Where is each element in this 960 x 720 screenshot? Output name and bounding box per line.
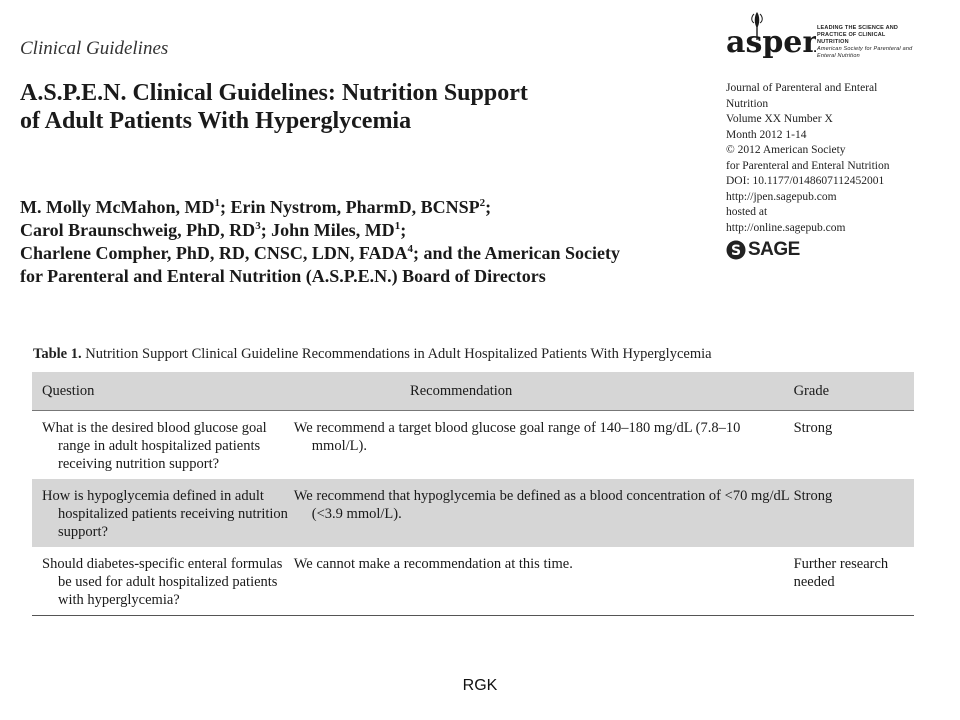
journal-line: DOI: 10.1177/0148607112452001 [726, 175, 885, 187]
journal-line: Nutrition [726, 97, 769, 110]
logo-text: aspen [726, 25, 816, 60]
journal-line: http://jpen.sagepub.com [726, 190, 837, 203]
title-line-2: of Adult Patients With Hyperglycemia [20, 108, 412, 134]
journal-line: for Parenteral and Enteral Nutrition [726, 159, 890, 172]
logo-tagline-1: LEADING THE SCIENCE AND [817, 25, 899, 31]
aspen-logo-wordmark [724, 6, 816, 62]
recommendation-cell: We cannot make a recommendation at this time. [293, 556, 573, 572]
journal-line: © 2012 American Society [726, 144, 846, 156]
author-line-1: M. Molly McMahon, $MD^1$; Erin Nystrom, PharmD, BCNSP$^2$; [20, 197, 492, 217]
svg-text:S: S [730, 243, 742, 259]
logo-tagline-3: American Society for Parenteral and Enteral Nutrition [817, 46, 913, 59]
journal-line: Journal of Parenteral and Enteral [726, 82, 878, 94]
recommendation-cell: We recommend that hypoglycemia be defined as a blood concentration of <70 mg/dL (<3.9 mmol/L). [293, 488, 790, 522]
column-header-recommendation: Recommendation [294, 372, 794, 411]
journal-line: hosted at [726, 206, 768, 218]
recommendations-table [32, 372, 914, 616]
logo-tagline [817, 25, 915, 60]
sage-text: SAGE [748, 239, 800, 260]
article-title [20, 79, 660, 135]
author-line-3: Charlene Compher, PhD, RD, CNSC, LDN, FADA$^4$; and the American Society [20, 243, 620, 263]
grade-cell: Strong [793, 420, 833, 436]
author-list [20, 196, 680, 288]
table-caption: Table 1. Nutrition Support Clinical Guideline Recommendations in Adult Hospitalized Patients With Hyperglycemia [33, 346, 712, 362]
journal-line: Volume XX Number X [726, 113, 833, 125]
sage-logo [726, 239, 800, 261]
journal-line: http://online.sagepub.com [726, 221, 846, 234]
grade-cell: Further research needed [793, 556, 889, 590]
aspen-logo [724, 6, 914, 62]
table-row [32, 479, 914, 547]
column-header-grade: Grade [794, 372, 914, 411]
sage-circle-icon [726, 240, 746, 260]
journal-line: Month 2012 1-14 [726, 128, 807, 141]
question-cell: Should diabetes-specific enteral formulas be used for adult hospitalized patients with hyperglycemia? [42, 556, 283, 608]
table-row [32, 547, 914, 616]
question-cell: How is hypoglycemia defined in adult hospitalized patients receiving nutrition support? [42, 488, 288, 540]
journal-info [726, 81, 956, 236]
logo-tagline-2: PRACTICE OF CLINICAL NUTRITION [817, 32, 886, 45]
footer-text: RGK [462, 677, 498, 694]
table-header-row [32, 372, 914, 411]
section-label: Clinical Guidelines [20, 38, 169, 59]
title-line-1: A.S.P.E.N. Clinical Guidelines: Nutrition Support [20, 80, 528, 106]
question-cell: What is the desired blood glucose goal range in adult hospitalized patients receiving nutrition support? [42, 420, 267, 472]
table-row [32, 411, 914, 480]
recommendation-cell: We recommend a target blood glucose goal range of 140–180 mg/dL (7.8–10 mmol/L). [293, 420, 741, 454]
grade-cell: Strong [793, 488, 833, 504]
author-line-4: for Parenteral and Enteral Nutrition (A.S.P.E.N.) Board of Directors [20, 266, 546, 286]
author-line-2: Carol Braunschweig, PhD, $RD^3$; John Miles, $MD^1$; [20, 220, 407, 240]
column-header-question: Question [32, 372, 294, 411]
